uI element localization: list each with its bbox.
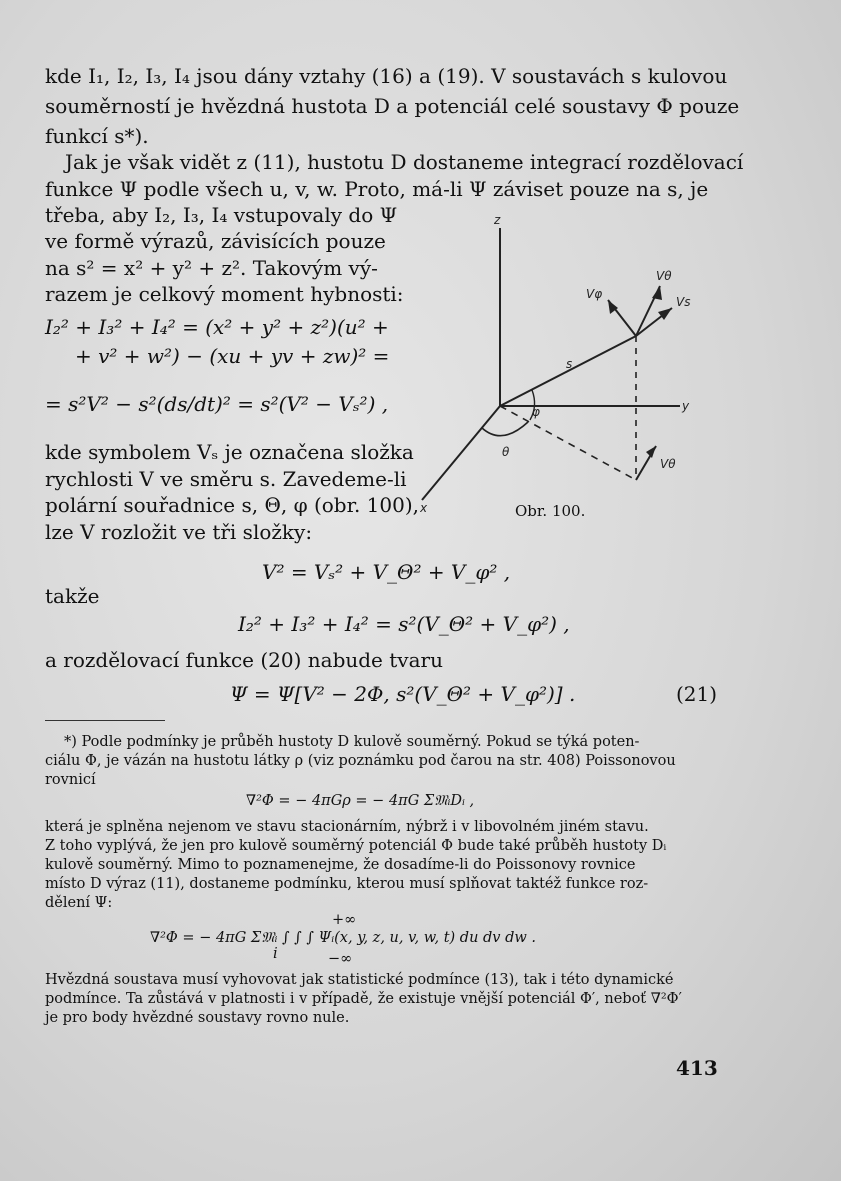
- figure-caption: Obr. 100.: [515, 502, 586, 520]
- x-label: x: [420, 501, 428, 515]
- mid-line-1: kde symbolem Vₛ je označena složka: [45, 440, 414, 464]
- phi-label: φ: [532, 405, 540, 419]
- equation-21-number: (21): [676, 682, 718, 706]
- footnote-line-1: *) Podle podmínky je průběh hustoty D kulově souměrný. Pokud se týká poten-: [64, 734, 640, 750]
- y-label: y: [682, 399, 690, 413]
- text-takze: takže: [45, 584, 100, 608]
- body-line-2: souměrností je hvězdná hustota D a potenciál celé soustavy Φ pouze: [45, 94, 740, 118]
- equation-21: Ψ = Ψ[V² − 2Φ, s²(V_Θ² + V_φ²)] .: [230, 682, 576, 706]
- equation-moment-line-2: + v² + w²) − (xu + yv + zw)² =: [75, 344, 390, 368]
- footnote-line-3: rovnicí: [45, 772, 96, 788]
- mid-line-2: rychlosti V ve směru s. Zavedeme-li: [45, 467, 407, 491]
- vtheta-label: Vθ: [656, 269, 672, 283]
- mid-line-3: polární souřadnice s, Θ, φ (obr. 100),: [45, 493, 420, 517]
- integral-sum-index: i: [273, 946, 278, 962]
- vtheta-projected-label: Vθ: [660, 457, 676, 471]
- body-line-4: Jak je však vidět z (11), hustotu D dostaneme integrací rozdělovací: [65, 150, 744, 174]
- footnote-line-2: ciálu Φ, je vázán na hustotu látky ρ (viz poznámku pod čarou na str. 408) Poissonovou: [45, 753, 676, 769]
- body-line-5: funkce Ψ podle všech u, v, w. Proto, má-li Ψ záviset pouze na s, je: [45, 177, 709, 201]
- footnote-line-10: podmínce. Ta zůstává v platnosti i v případě, že existuje vnější potenciál Φ′, neboť ∇²Φ′: [45, 991, 682, 1007]
- theta-label: θ: [502, 445, 510, 459]
- body-line-1: kde I₁, I₂, I₃, I₄ jsou dány vztahy (16) a (19). V soustavách s kulovou: [45, 64, 728, 88]
- mid-line-4: lze V rozložit ve tři složky:: [45, 520, 313, 544]
- footnote-line-11: je pro body hvězdné soustavy rovno nule.: [45, 1010, 350, 1026]
- body-line-7: ve formě výrazů, závisících pouze: [45, 229, 386, 253]
- vs-label: Vs: [676, 295, 691, 309]
- equation-velocity: V² = Vₛ² + V_Θ² + V_φ² ,: [262, 560, 511, 584]
- page-number: 413: [676, 1056, 718, 1080]
- footnote-line-9: Hvězdná soustava musí vyhovovat jak statistické podmínce (13), tak i této dynamické: [45, 972, 674, 988]
- footnote-line-7: místo D výraz (11), dostaneme podmínku, kterou musí splňovat taktéž funkce roz-: [45, 876, 649, 892]
- body-line-9: razem je celkový moment hybnosti:: [45, 282, 404, 306]
- x-axis: [422, 406, 500, 500]
- footnote-line-6: kulově souměrný. Mimo to poznamenejme, že dosadíme-li do Poissonovy rovnice: [45, 857, 636, 873]
- s-label: s: [566, 357, 573, 371]
- footnote-line-5: Z toho vyplývá, že jen pro kulově souměrný potenciál Φ bude také průběh hustoty Dᵢ: [45, 838, 667, 854]
- integral-upper-limit: +∞: [332, 912, 357, 928]
- text-distribution: a rozdělovací funkce (20) nabude tvaru: [45, 648, 443, 672]
- vphi-label: Vφ: [586, 287, 603, 301]
- footnote-rule: [45, 720, 165, 721]
- equation-moment-line-1: I₂² + I₃² + I₄² = (x² + y² + z²)(u² +: [45, 315, 389, 339]
- equation-integral: ∇²Φ = − 4πG Σ𝔐ᵢ ∫ ∫ ∫ Ψᵢ(x, y, z, u, v, w, t) du dv dw .: [150, 930, 537, 946]
- z-label: z: [494, 213, 501, 227]
- theta-arc: [482, 422, 528, 436]
- figure-polar-coordinates: [420, 210, 720, 530]
- equation-moment-line-3: = s²V² − s²(ds/dt)² = s²(V² − Vₛ²) ,: [45, 392, 389, 416]
- body-line-3: funkcí s*).: [45, 124, 149, 148]
- body-line-6: třeba, aby I₂, I₃, I₄ vstupovaly do Ψ: [45, 203, 398, 227]
- body-line-8: na s² = x² + y² + z². Takovým vý-: [45, 256, 378, 280]
- equation-momentum-sum: I₂² + I₃² + I₄² = s²(V_Θ² + V_φ²) ,: [238, 612, 570, 636]
- projection-plane: [500, 406, 636, 480]
- s-vector: [500, 336, 636, 406]
- integral-lower-limit: −∞: [328, 951, 353, 967]
- equation-poisson: ∇²Φ = − 4πGρ = − 4πG Σ𝔐ᵢDᵢ ,: [246, 793, 475, 809]
- footnote-line-8: dělení Ψ:: [45, 895, 113, 911]
- footnote-line-4: která je splněna nejenom ve stavu stacionárním, nýbrž i v libovolném jiném stavu.: [45, 819, 649, 835]
